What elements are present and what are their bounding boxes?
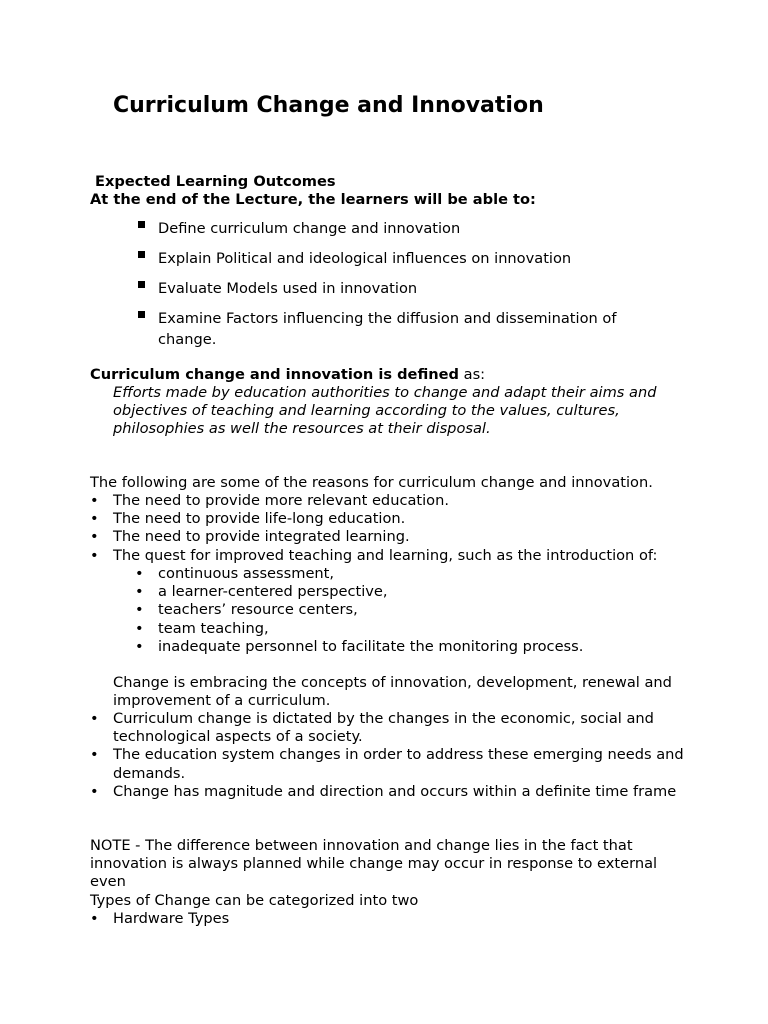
definition-text: Efforts made by education authorities to change and adapt their aims and objectives of teaching and learning according to the values, cultures, philosophies as well the resources at their disposal. bbox=[113, 384, 657, 438]
list-item bbox=[135, 601, 695, 619]
bullet-dot-icon: • bbox=[90, 528, 99, 546]
bullet-dot-icon: • bbox=[90, 746, 99, 764]
types-intro: Types of Change can be categorized into two bbox=[90, 892, 419, 909]
outcome-text: Examine Factors influencing the diffusion and dissemination of change. bbox=[158, 310, 617, 348]
definition-lead bbox=[90, 366, 485, 384]
sub-reason-text: teachers’ resource centers, bbox=[158, 601, 358, 619]
reason-text: The quest for improved teaching and learning, such as the introduction of: bbox=[113, 546, 658, 564]
outcome-text: Explain Political and ideological influences on innovation bbox=[158, 250, 572, 267]
definition-lead-rest: as: bbox=[459, 366, 486, 383]
square-bullet-icon bbox=[138, 311, 145, 318]
list-item bbox=[90, 510, 690, 528]
reason-text: The need to provide more relevant education. bbox=[113, 492, 449, 509]
bullet-dot-icon: • bbox=[90, 710, 99, 727]
change-points-list bbox=[90, 710, 685, 801]
definition-lead-bold: Curriculum change and innovation is defined bbox=[90, 366, 459, 383]
list-item bbox=[136, 219, 656, 240]
page-title: Curriculum Change and Innovation bbox=[113, 93, 544, 118]
reason-text: The need to provide life-long education. bbox=[113, 510, 406, 528]
type-text: Hardware Types bbox=[113, 910, 230, 927]
list-item bbox=[90, 492, 690, 510]
square-bullet-icon bbox=[138, 221, 145, 228]
list-item bbox=[136, 309, 656, 350]
bullet-dot-icon: • bbox=[135, 565, 144, 582]
list-item bbox=[90, 910, 685, 928]
reasons-list bbox=[90, 492, 690, 565]
list-item bbox=[90, 528, 690, 546]
bullet-dot-icon: • bbox=[135, 583, 144, 601]
list-item bbox=[90, 783, 685, 801]
reason-text: The need to provide integrated learning. bbox=[113, 528, 410, 546]
square-bullet-icon bbox=[138, 251, 145, 258]
bullet-dot-icon: • bbox=[135, 619, 144, 637]
bullet-dot-icon: • bbox=[90, 510, 99, 528]
list-item bbox=[135, 620, 695, 638]
bullet-dot-icon: • bbox=[90, 782, 99, 800]
change-point-text: Change has magnitude and direction and occurs within a definite time frame bbox=[113, 782, 677, 800]
sub-reason-text: a learner-centered perspective, bbox=[158, 583, 388, 601]
bullet-dot-icon: • bbox=[135, 601, 144, 619]
outcomes-intro: At the end of the Lecture, the learners will be able to: bbox=[90, 191, 536, 208]
list-item bbox=[136, 279, 656, 300]
list-item bbox=[90, 547, 690, 565]
bullet-dot-icon: • bbox=[90, 546, 99, 564]
outcomes-heading: Expected Learning Outcomes bbox=[95, 173, 336, 190]
types-list bbox=[90, 910, 685, 928]
reasons-intro: The following are some of the reasons for curriculum change and innovation. bbox=[90, 474, 653, 491]
change-point-text: Curriculum change is dictated by the changes in the economic, social and technological aspects of a society. bbox=[113, 710, 654, 746]
sub-reason-text: team teaching, bbox=[158, 619, 269, 637]
change-point-text: The education system changes in order to address these emerging needs and demands. bbox=[113, 746, 684, 782]
note-paragraph: NOTE - The difference between innovation and change lies in the fact that innovation is always planned while change may occur in response to external even bbox=[90, 837, 658, 891]
sub-reason-text: inadequate personnel to facilitate the monitoring process. bbox=[158, 637, 584, 655]
outcome-text: Evaluate Models used in innovation bbox=[158, 280, 418, 297]
outcome-text: Define curriculum change and innovation bbox=[158, 220, 461, 237]
change-paragraph: Change is embracing the concepts of innovation, development, renewal and improvement of a curriculum. bbox=[113, 674, 672, 710]
sub-reason-text: continuous assessment, bbox=[158, 565, 335, 582]
sub-reasons-list bbox=[135, 565, 695, 656]
list-item bbox=[136, 249, 656, 270]
outcomes-list bbox=[136, 219, 656, 360]
bullet-dot-icon: • bbox=[90, 492, 99, 509]
list-item bbox=[90, 746, 685, 782]
bullet-dot-icon: • bbox=[135, 637, 144, 655]
bullet-dot-icon: • bbox=[90, 910, 99, 927]
list-item bbox=[135, 565, 695, 583]
square-bullet-icon bbox=[138, 281, 145, 288]
list-item bbox=[90, 710, 685, 746]
list-item bbox=[135, 638, 695, 656]
list-item bbox=[135, 583, 695, 601]
